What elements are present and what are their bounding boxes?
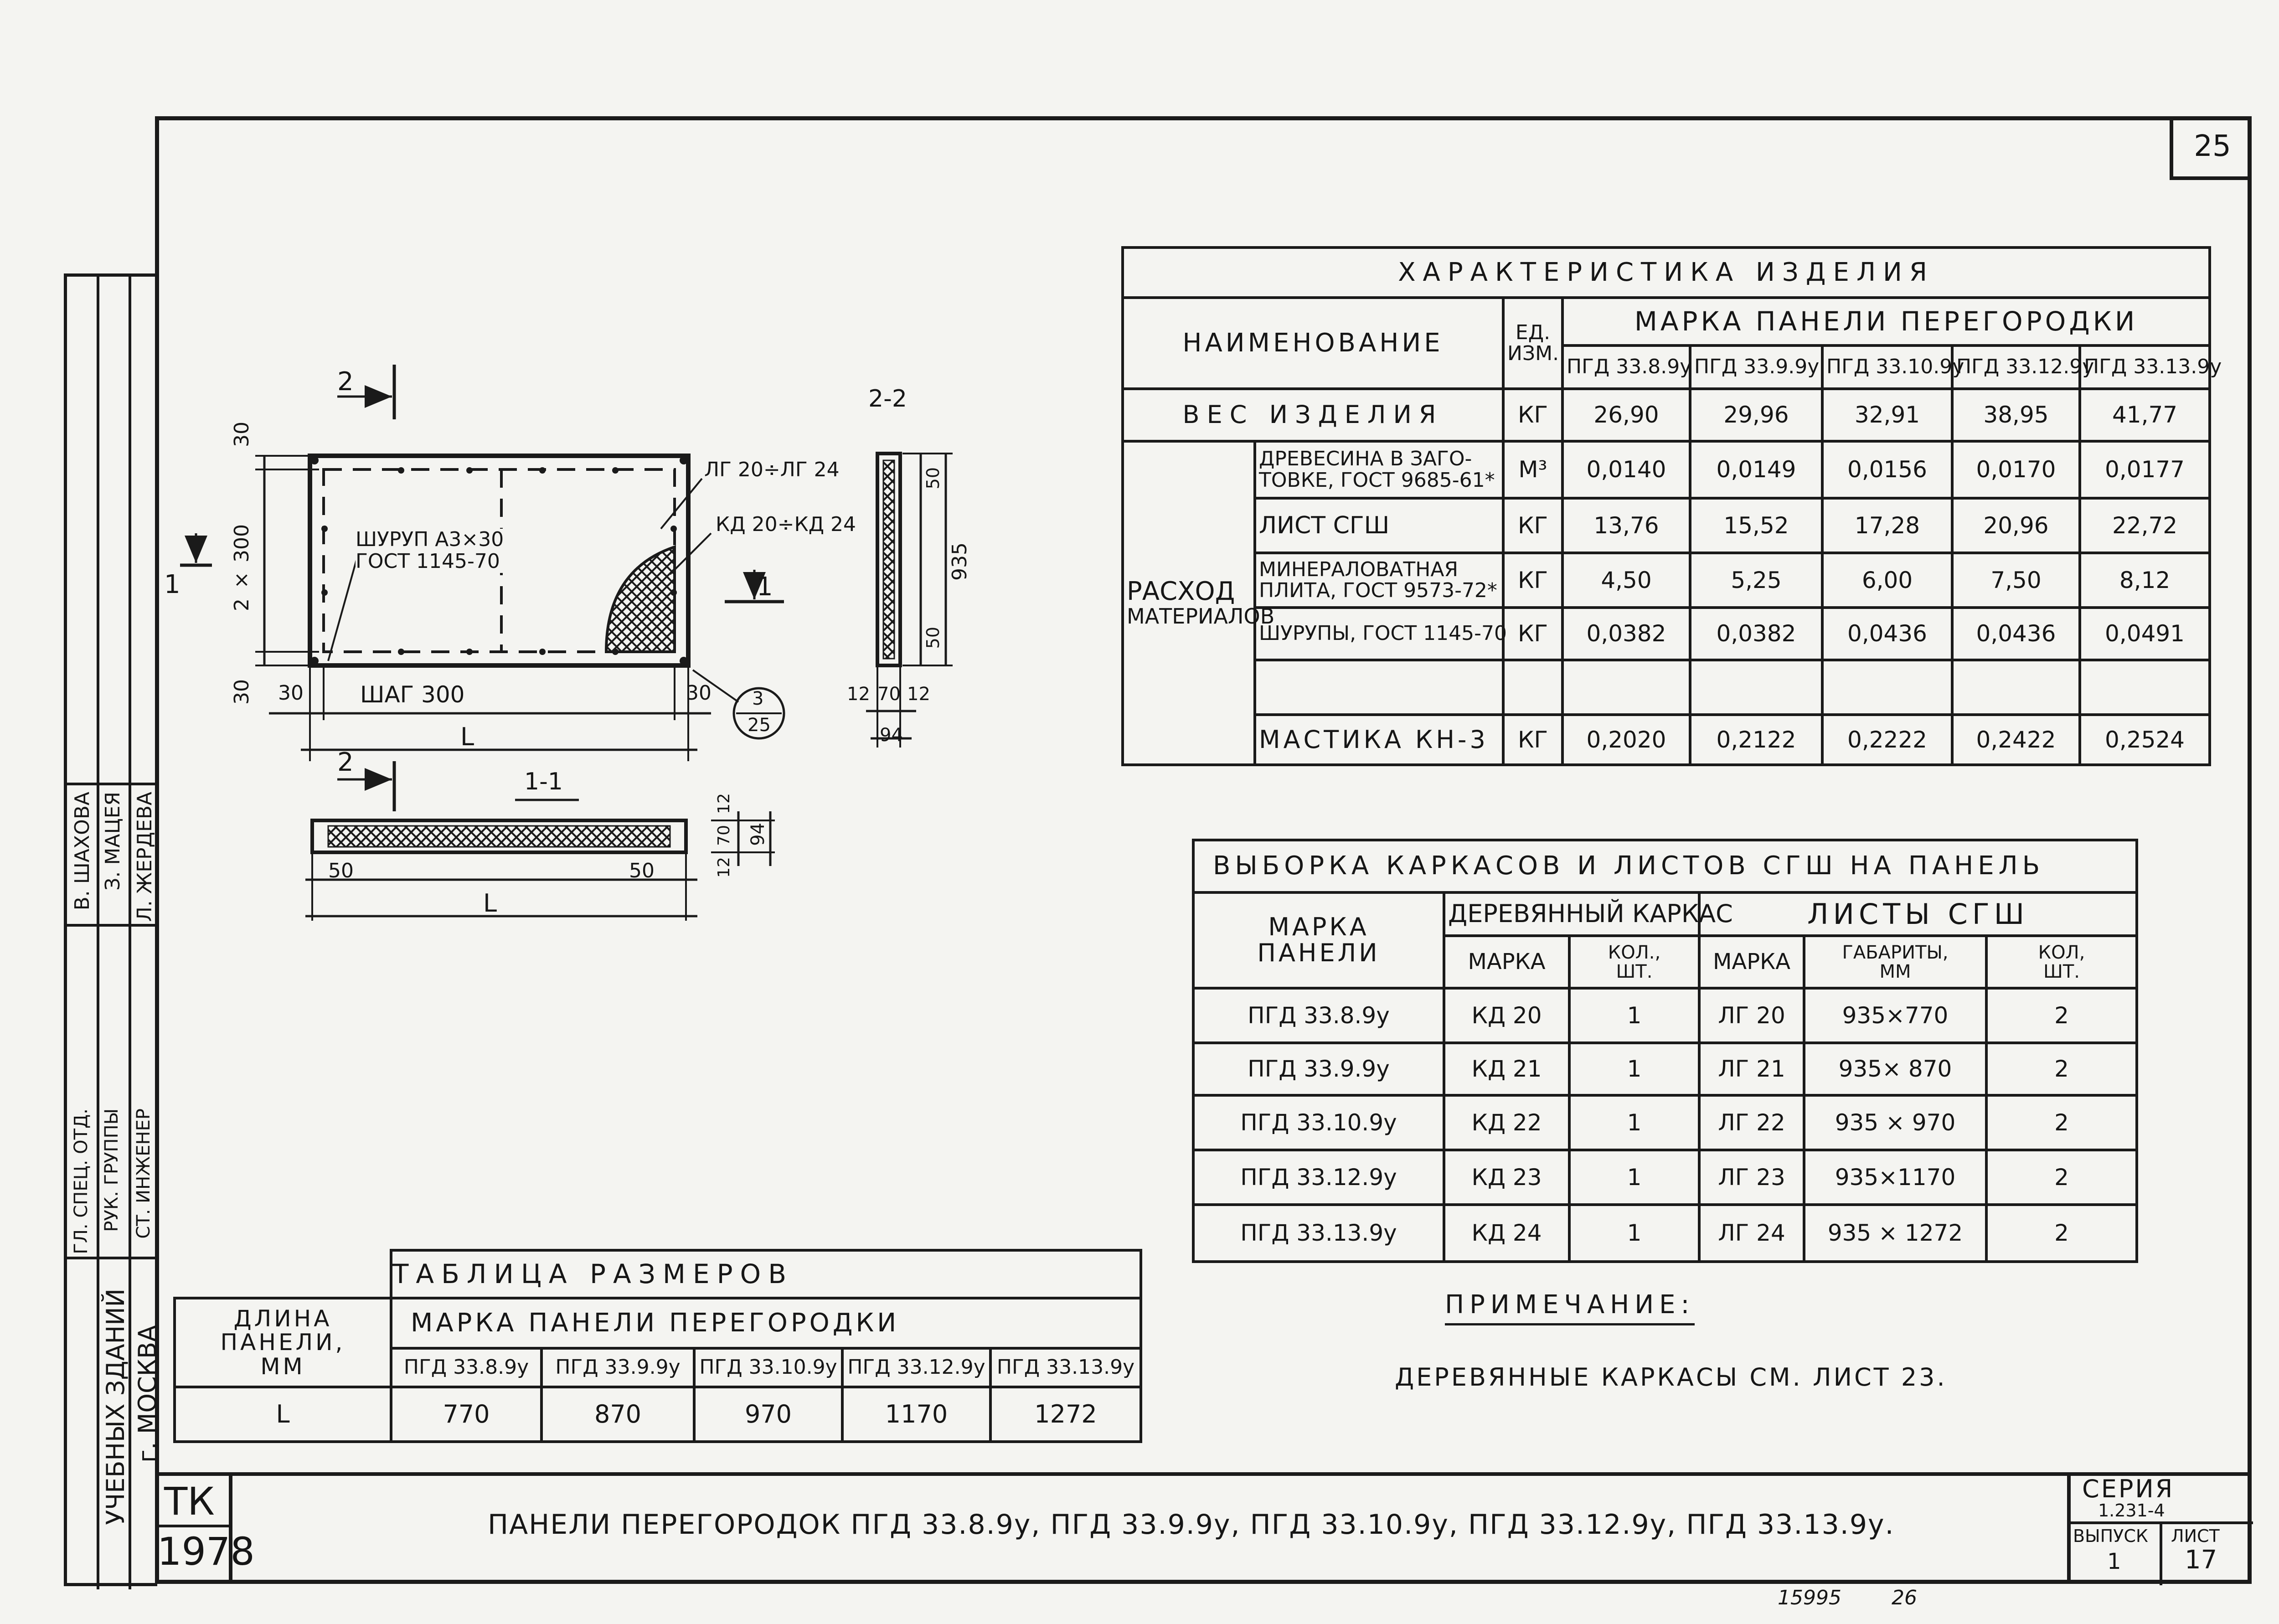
series-label: СЕРИЯ [2082,1474,2175,1503]
material-value: 0,0149 [1690,441,1822,498]
sub-dims-header: ГАБАРИТЫ, ММ [1804,936,1986,988]
material-unit: М³ [1503,441,1562,498]
dim-label: 30 [278,681,304,705]
qty-cell: 1 [1569,988,1699,1043]
panel-cell: ПГД 33.8.9у [1193,988,1444,1043]
callout-sheet: 25 [748,715,771,736]
material-unit: КГ [1503,608,1562,660]
mastic-value: 0,2524 [2080,715,2210,765]
material-name: МИНЕРАЛОВАТНАЯ ПЛИТА, ГОСТ 9573-72* [1255,553,1503,608]
characteristics-title: ХАРАКТЕРИСТИКА ИЗДЕЛИЯ [1123,247,2210,298]
material-value: 0,0382 [1562,608,1690,660]
dim-label: 30 [686,681,712,705]
length-value: 770 [391,1387,541,1442]
material-name: ДРЕВЕСИНА В ЗАГО- ТОВКЕ, ГОСТ 9685-61* [1255,441,1503,498]
weight-value: 41,77 [2080,389,2210,441]
frame-cell: КД 23 [1444,1150,1569,1205]
dim-label: 12 [715,793,733,814]
issue-label: ВЫПУСК [2073,1526,2148,1546]
dims-cell: 935 × 970 [1804,1095,1986,1150]
frame-cell: КД 24 [1444,1205,1569,1262]
col-name-header: НАИМЕНОВАНИЕ [1123,298,1503,389]
material-value: 15,52 [1690,498,1822,553]
material-value: 8,12 [2080,553,2210,608]
callout-number: 3 [752,688,764,709]
material-name: ШУРУПЫ, ГОСТ 1145-70 [1255,608,1503,660]
dim-label: ШАГ 300 [360,681,465,708]
qty-cell: 2 [1986,1095,2137,1150]
dim-label: 50 [923,627,943,649]
dim-label: 935 [948,542,971,581]
material-value: 0,0382 [1690,608,1822,660]
group-sheets-header: ЛИСТЫ СГШ [1699,892,2137,936]
material-value: 0,0436 [1952,608,2080,660]
material-value: 4,50 [1562,553,1690,608]
section-11-title: 1-1 [524,768,563,795]
sheet-label: ЛИСТ [2171,1526,2220,1546]
sub-qty-header: КОЛ., ШТ. [1569,936,1699,988]
mark-header: ПГД 33.9.9у [541,1348,694,1387]
sheet-cell: ЛГ 22 [1699,1095,1804,1150]
col-length-header: ДЛИНА ПАНЕЛИ, ММ [175,1298,391,1387]
panel-cell: ПГД 33.9.9у [1193,1043,1444,1095]
title-block-line [155,1472,2252,1476]
dim-label: 30 [230,422,253,447]
mark-header: ПГД 33.13.9у [2080,345,2210,389]
material-value: 17,28 [1822,498,1952,553]
material-value: 0,0170 [1952,441,2080,498]
note-title: ПРИМЕЧАНИЕ: [1445,1290,1695,1325]
panel-cell: ПГД 33.13.9у [1193,1205,1444,1262]
section-22-title: 2-2 [868,385,907,412]
col-marks-header: МАРКА ПАНЕЛИ ПЕРЕГОРОДКИ [391,1298,1141,1348]
material-value: 0,0491 [2080,608,2210,660]
mastic-value: 0,2422 [1952,715,2080,765]
frame-mark-note: КД 20÷КД 24 [716,513,856,536]
dim-label: 12 [715,857,733,878]
page-number: 25 [2194,129,2231,163]
group-frame-header: ДЕРЕВЯННЫЙ КАРКАС [1444,892,1699,936]
section-marker-label: 1 [164,570,180,599]
length-row-label: L [175,1387,391,1442]
mastic-value: 0,2122 [1690,715,1822,765]
material-value: 6,00 [1822,553,1952,608]
panel-cell: ПГД 33.10.9у [1193,1095,1444,1150]
qty-cell: 1 [1569,1043,1699,1095]
dim-label: 50 [629,859,655,882]
weight-unit: КГ [1503,389,1562,441]
dim-label: 94 [880,725,903,746]
weight-value: 38,95 [1952,389,2080,441]
person-name: Л. ЖЕРДЕВА [133,792,156,922]
dim-label: 94 [748,823,768,846]
frame-cell: КД 21 [1444,1043,1569,1095]
dims-cell: 935 × 1272 [1804,1205,1986,1262]
drawing-title: ПАНЕЛИ ПЕРЕГОРОДОК ПГД 33.8.9у, ПГД 33.9.9у, ПГД 33.10.9у, ПГД 33.12.9у, ПГД 33.13.9у. [488,1509,1895,1541]
mastic-unit: КГ [1503,715,1562,765]
dim-label: 12 [907,684,930,705]
dim-label: 70 [715,825,733,846]
length-value: 1170 [842,1387,990,1442]
section-marker-label: 2 [337,748,354,777]
consumption-label: РАСХОД МАТЕРИАЛОВ [1123,441,1255,765]
length-value: 870 [541,1387,694,1442]
person-name: В. ШАХОВА [71,792,94,911]
qty-cell: 2 [1986,1205,2137,1262]
role-label: СТ. ИНЖЕНЕР [133,1108,154,1239]
section-marker-label: 1 [757,572,773,602]
dim-label: 2 × 300 [230,524,253,611]
person-name: З. МАЦЕЯ [101,792,124,891]
weight-value: 26,90 [1562,389,1690,441]
qty-cell: 1 [1569,1150,1699,1205]
sub-mark-header: МАРКА [1444,936,1569,988]
side-stamp [64,273,162,1586]
frame-cell: КД 22 [1444,1095,1569,1150]
mark-header: ПГД 33.12.9у [842,1348,990,1387]
mastic-value: 0,2222 [1822,715,1952,765]
qty-cell: 1 [1569,1205,1699,1262]
screw-note: ШУРУП А3×30 ГОСТ 1145-70 [356,528,504,573]
note-text: ДЕРЕВЯННЫЕ КАРКАСЫ СМ. ЛИСТ 23. [1395,1363,1947,1392]
qty-cell: 2 [1986,1043,2137,1095]
role-label: ГЛ. СПЕЦ. ОТД. [71,1108,92,1254]
qty-cell: 2 [1986,988,2137,1043]
org-line: г. МОСКВА [133,1325,162,1463]
org-line: УЧЕБНЫХ ЗДАНИЙ [101,1289,130,1525]
dims-cell: 935×1170 [1804,1150,1986,1205]
qty-cell: 1 [1569,1095,1699,1150]
material-value: 0,0140 [1562,441,1690,498]
year-label: 1978 [157,1529,255,1574]
sub-mark-header: МАРКА [1699,936,1804,988]
mark-header: ПГД 33.8.9у [1562,345,1690,389]
sheet-cell: ЛГ 20 [1699,988,1804,1043]
length-value: 1272 [990,1387,1141,1442]
length-value: 970 [694,1387,842,1442]
sheet-cell: ЛГ 21 [1699,1043,1804,1095]
col-unit-header: ЕД. ИЗМ. [1503,298,1562,389]
material-value: 7,50 [1952,553,2080,608]
mastic-value: 0,2020 [1562,715,1690,765]
material-value: 0,0436 [1822,608,1952,660]
dim-label: 50 [328,859,354,882]
sizes-title: ТАБЛИЦА РАЗМЕРОВ [391,1250,1141,1298]
mark-header: ПГД 33.10.9у [1822,345,1952,389]
material-value: 0,0177 [2080,441,2210,498]
selection-title: ВЫБОРКА КАРКАСОВ И ЛИСТОВ СГШ НА ПАНЕЛЬ [1193,840,2137,892]
dims-cell: 935× 870 [1804,1043,1986,1095]
dim-label: L [460,722,474,751]
series-box [2067,1472,2252,1584]
issue-value: 1 [2107,1549,2121,1574]
material-value: 5,25 [1690,553,1822,608]
role-label: РУК. ГРУППЫ [101,1108,122,1232]
dims-cell: 935×770 [1804,988,1986,1043]
panel-cell: ПГД 33.12.9у [1193,1150,1444,1205]
dim-label: 12 [847,684,870,705]
material-unit: КГ [1503,553,1562,608]
col-panel-header: МАРКА ПАНЕЛИ [1193,892,1444,988]
series-value: 1.231-4 [2098,1500,2165,1521]
dim-label: L [483,889,497,918]
insulation-cutout [606,547,675,652]
col-marks-header: МАРКА ПАНЕЛИ ПЕРЕГОРОДКИ [1562,298,2210,345]
mark-header: ПГД 33.13.9у [990,1348,1141,1387]
material-value: 20,96 [1952,498,2080,553]
sheet-cell: ЛГ 23 [1699,1150,1804,1205]
archive-number: 26 [1892,1586,1917,1609]
material-value: 0,0156 [1822,441,1952,498]
dim-label: 30 [230,679,253,705]
mark-header: ПГД 33.12.9у [1952,345,2080,389]
sheet-cell: ЛГ 24 [1699,1205,1804,1262]
archive-number: 15995 [1778,1586,1841,1609]
weight-value: 29,96 [1690,389,1822,441]
mark-header: ПГД 33.9.9у [1690,345,1822,389]
sheet-mark-note: ЛГ 20÷ЛГ 24 [704,458,840,481]
mark-header: ПГД 33.10.9у [694,1348,842,1387]
mastic-name: МАСТИКА КН-3 [1255,715,1503,765]
frame-cell: КД 20 [1444,988,1569,1043]
dim-label: 50 [923,467,943,490]
dim-label: 70 [877,684,901,705]
tk-box [155,1472,255,1584]
qty-cell: 2 [1986,1150,2137,1205]
sub-qty-header: КОЛ, ШТ. [1986,936,2137,988]
section-marker-label: 2 [337,367,354,397]
weight-value: 32,91 [1822,389,1952,441]
material-value: 13,76 [1562,498,1690,553]
material-unit: КГ [1503,498,1562,553]
material-value: 22,72 [2080,498,2210,553]
mark-header: ПГД 33.8.9у [391,1348,541,1387]
weight-label: ВЕС ИЗДЕЛИЯ [1123,389,1503,441]
tk-label: ТК [164,1479,215,1524]
material-name: ЛИСТ СГШ [1255,498,1503,553]
sheet-value: 17 [2185,1545,2217,1575]
